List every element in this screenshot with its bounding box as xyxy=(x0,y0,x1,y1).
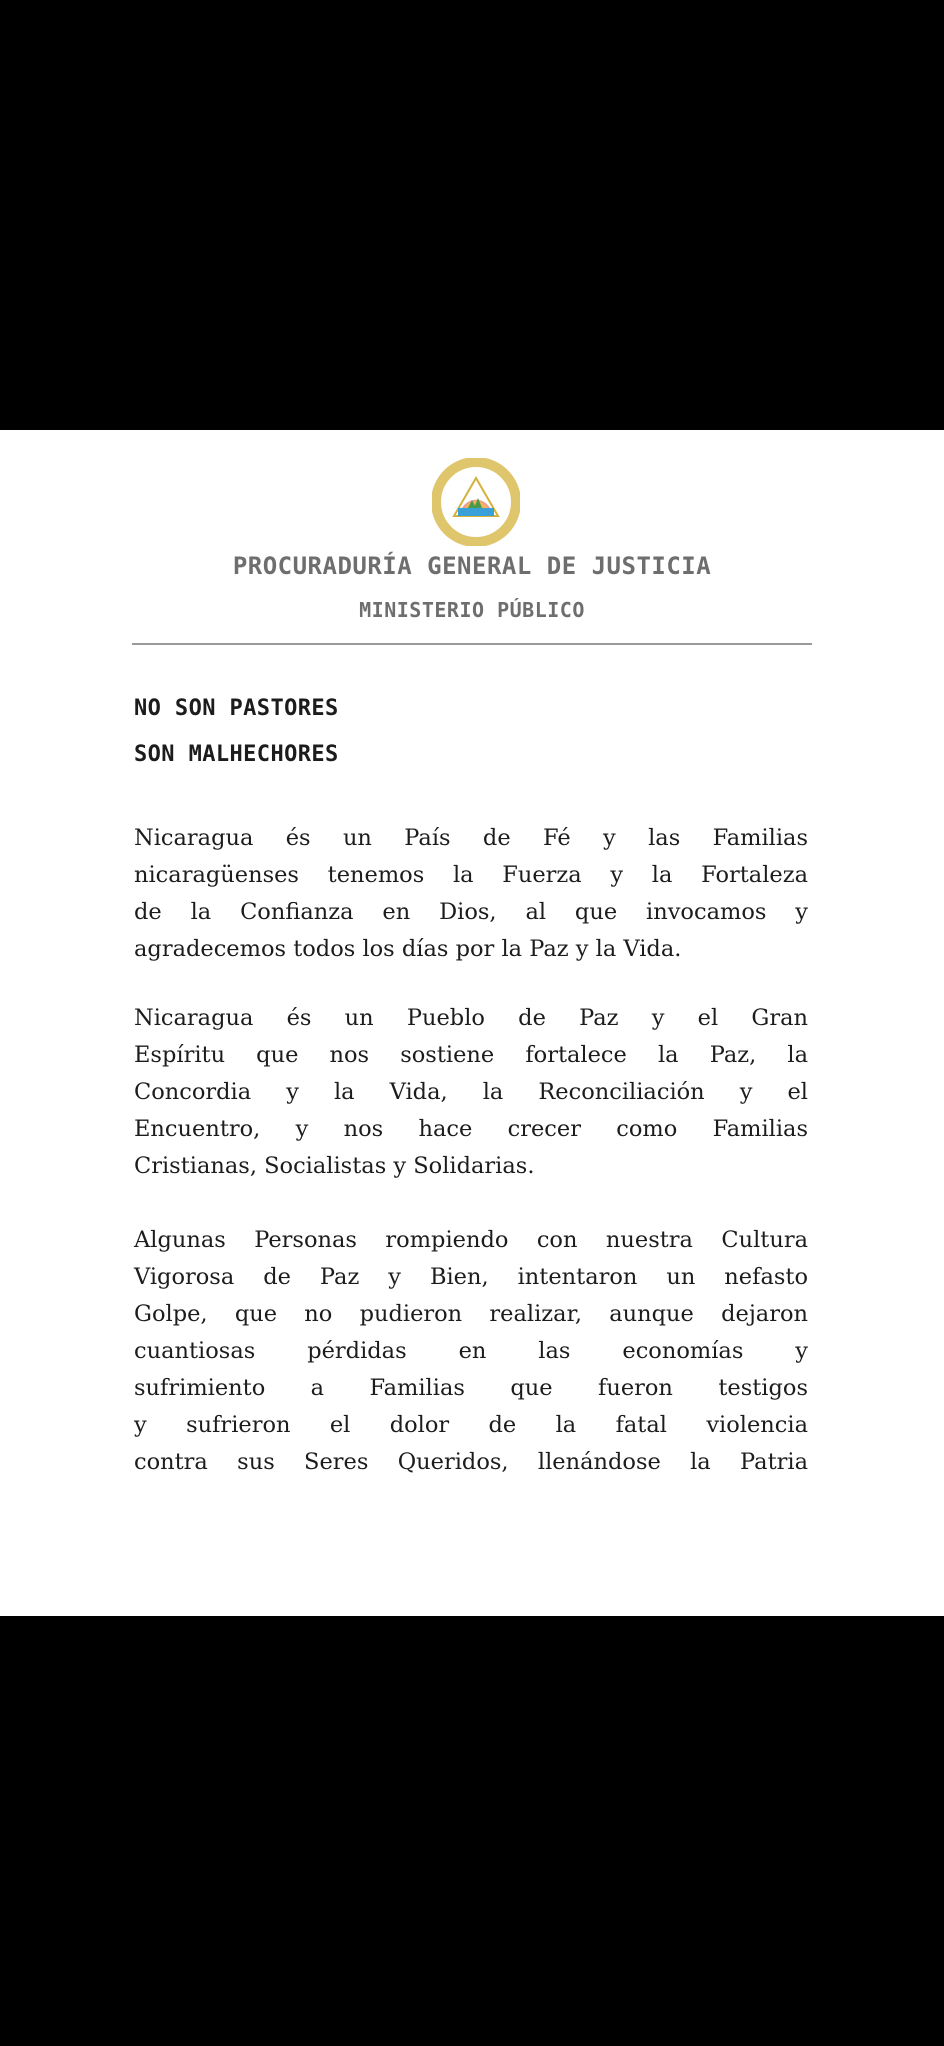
paragraph-line: y sufrieron el dolor de la fatal violencia xyxy=(134,1412,808,1438)
paragraph-3 xyxy=(134,1222,808,1481)
paragraph-1 xyxy=(134,820,808,968)
paragraph-2 xyxy=(134,1000,808,1185)
document-page xyxy=(0,430,944,1616)
paragraph-line: Encuentro, y nos hace crecer como Familias xyxy=(134,1116,808,1142)
headline-line-2: SON MALHECHORES xyxy=(134,742,339,767)
paragraph-line: Cristianas, Socialistas y Solidarias. xyxy=(134,1153,535,1179)
nicaragua-coat-of-arms-icon xyxy=(432,458,520,546)
department-title: MINISTERIO PÚBLICO xyxy=(359,598,585,622)
paragraph-line: Nicaragua és un Pueblo de Paz y el Gran xyxy=(134,1005,808,1031)
paragraph-line: contra sus Seres Queridos, llenándose la Patria xyxy=(134,1449,808,1475)
paragraph-line: Concordia y la Vida, la Reconciliación y el xyxy=(134,1079,808,1105)
paragraph-line: cuantiosas pérdidas en las economías y xyxy=(134,1338,808,1364)
institution-title: PROCURADURÍA GENERAL DE JUSTICIA xyxy=(232,552,712,580)
paragraph-line: Vigorosa de Paz y Bien, intentaron un nefasto xyxy=(134,1264,808,1290)
headline-line-1: NO SON PASTORES xyxy=(134,696,339,721)
paragraph-line: Algunas Personas rompiendo con nuestra Cultura xyxy=(134,1227,808,1253)
paragraph-line: sufrimiento a Familias que fueron testigos xyxy=(134,1375,808,1401)
header-divider xyxy=(132,643,812,645)
paragraph-line: agradecemos todos los días por la Paz y la Vida. xyxy=(134,936,682,962)
paragraph-line: nicaragüenses tenemos la Fuerza y la Fortaleza xyxy=(134,862,808,888)
paragraph-line: Golpe, que no pudieron realizar, aunque dejaron xyxy=(134,1301,808,1327)
paragraph-line: Espíritu que nos sostiene fortalece la Paz, la xyxy=(134,1042,808,1068)
paragraph-line: Nicaragua és un País de Fé y las Familias xyxy=(134,825,808,851)
paragraph-line: de la Confianza en Dios, al que invocamos y xyxy=(134,899,808,925)
